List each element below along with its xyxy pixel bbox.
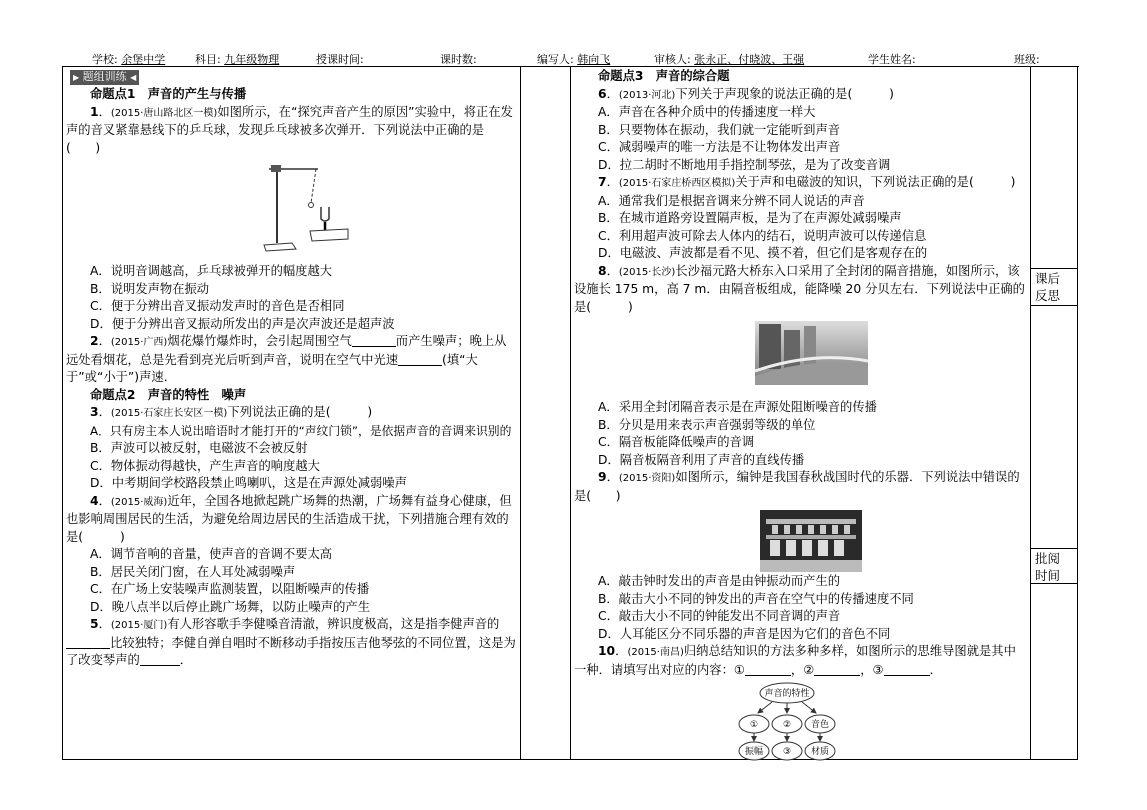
school-value: 余堡中学 [121,53,166,66]
answer-blank[interactable] [66,635,110,649]
chime-bells-photo [574,505,1026,573]
sound-barrier-photo [574,316,1026,399]
option: A．声音在各种介质中的传播速度一样大 [598,105,816,119]
option: D．便于分辨出音叉振动所发出的声是次声波还是超声波 [90,316,395,331]
question-text: 比较独特；李健自弹自唱时不断移动手指按压吉他琴弦的不同位置，这是为了改变琴声的 [66,635,516,667]
answer-blank[interactable] [352,333,396,347]
class-label: 班级: [1014,53,1040,66]
node-3: ③ [782,747,792,757]
option: A．通常我们是根据音调来分辨不同人说话的声音 [598,193,865,208]
question-number: 8 [598,263,607,278]
school-label: 学校: [92,53,118,66]
option: C．在广场上安装噪声监测装置，以阻断噪声的传播 [90,582,370,596]
answer-blank[interactable] [814,662,860,676]
mind-map [574,679,1026,769]
reviewer-label: 审核人: [654,53,691,66]
question-number: 1 [90,104,99,119]
question-source: (2013·河北) [618,89,676,101]
option: A．采用全封闭隔音表示是在声源处阻断噪音的传播 [598,400,877,414]
answer-blank[interactable] [884,662,930,676]
question-text: 归纳总结知识的方法多种多样，如图所示的思维导图就是其中一种．请填写出对应的内容： [574,644,1016,677]
option: A．敲击钟时发出的声音是由钟振动而产生的 [598,574,841,588]
question-5: 5．(2015·厦门)有人形容歌手李健嗓音清澈，辨识度极高，这是指李健声音的比较独特；李健自弹自唱时不断移动手指按压吉他琴弦的不同位置，这是为了改变琴声的 ． [66,617,516,667]
review-time-label: 批阅时间 [1035,551,1061,583]
blank-marker: ① [733,662,745,677]
mind-map-diagram [574,679,1026,769]
option: C．敲击大小不同的钟能发出不同音调的声音 [598,609,841,623]
answer-blank[interactable] [140,652,180,666]
option: B．敲击大小不同的钟发出的声音在空气中的传播速度不同 [598,591,914,606]
option: A．调节音响的音量，使声音的音调不要太高 [90,547,333,561]
node-timbre: 音色 [810,720,830,730]
author-value: 韩向飞 [577,53,611,66]
question-source: (2015·长沙) [618,266,676,278]
option: C．减弱噪声的唯一方法是不让物体发出声音 [598,140,841,154]
right-column [574,68,1026,769]
node-2: ② [782,720,792,730]
node-material: 材质 [810,747,830,757]
reflection-label: 课后反思 [1035,271,1061,303]
row-divider [1030,548,1078,549]
question-number: 4 [90,493,99,508]
subject-value: 九年级物理 [224,53,280,66]
question-number: 6 [598,86,607,101]
question-8: 8．(2015·长沙)长沙福元路大桥东入口采用了全封闭的隔音措施，如图所示，该设施长 175 m，高 7 m．由隔音板组成，能降噪 20 分贝左右．下列说法中正确的是( ) [574,263,1025,314]
option: C．利用超声波可除去人体内的结石，说明声波可以传递信息 [598,228,927,243]
row-divider [1030,305,1078,306]
option: C．便于分辨出音叉振动发声时的音色是否相同 [90,299,345,313]
answer-blank[interactable] [745,662,791,676]
option: C．隔音板能降低噪声的音调 [598,435,755,449]
question-2: 2．(2015·广西)烟花爆竹爆炸时，会引起周围空气 而产生噪声；晚上从远处看烟花，总是先看到亮光后听到声音，说明在空气中光速 (填“大于”或“小于”)声速． [66,334,507,384]
blank-marker: ，② [790,662,815,677]
root-node-label: 声音的特性 [764,689,810,699]
triangle-right-icon: ▶ [73,73,80,82]
option: D．人耳能区分不同乐器的声音是因为它们的音色不同 [598,626,891,641]
question-text: (填“大于”或“小于”)声速． [66,352,478,384]
question-source: (2015·威海) [110,496,168,508]
option: D．电磁波、声波都是看不见、摸不着，但它们是客观存在的 [598,246,928,260]
option: D．中考期间学校路段禁止鸣喇叭，这是在声源处减弱噪声 [90,476,407,490]
triangle-left-icon: ◀ [130,73,137,82]
question-text: 长沙福元路大桥东入口采用了全封闭的隔音措施，如图所示，该设施长 175 m，高 7 m．由隔音板组成，能降噪 20 分贝左右．下列说法中正确的是( ) [574,263,1025,314]
question-text: 下列说法正确的是( ) [227,405,373,419]
periods-label: 课时数: [440,53,477,66]
answer-blank[interactable] [398,352,442,366]
question-source: (2015·石家庄长安区一模) [110,408,228,419]
option: B．分贝是用来表示声音强弱等级的单位 [598,417,816,432]
question-number: 3 [90,405,99,419]
question-source: (2015·唐山路北区一模) [110,107,218,119]
row-divider [1030,268,1078,269]
question-3: 3．(2015·石家庄长安区一模)下列说法正确的是( ) [90,405,373,419]
question-text: 关于声和电磁波的知识，下列说法正确的是( ) [735,175,1016,189]
group-training-badge [70,70,139,85]
option: B．只要物体在振动，我们就一定能听到声音 [598,122,841,137]
student-label: 学生姓名: [868,53,916,66]
question-number: 5 [90,617,99,631]
question-text: 烟花爆竹爆炸时，会引起周围空气 [167,334,352,348]
subject-label: 科目: [195,53,221,66]
question-7: 7．(2015·石家庄桥西区模拟)关于声和电磁波的知识，下列说法正确的是( ) [598,175,1016,189]
option: D．隔音板隔音利用了声音的直线传播 [598,452,805,467]
question-number: 2 [90,334,99,348]
topic-heading: 命题点2 声音的特性 噪声 [90,387,247,402]
left-column [66,68,517,670]
question-source: (2015·资阳) [618,473,676,484]
option: A．说明音调越高，乒乓球被弹开的幅度越大 [90,264,333,278]
option: B．说明发声物在振动 [90,281,210,296]
option: D．拉二胡时不断地用手指控制琴弦，是为了改变音调 [598,157,891,172]
blank-marker: ，③ [860,662,884,677]
question-source: (2015·厦门) [110,620,168,631]
column-divider [520,66,521,760]
question-text: ． [929,662,942,677]
question-6: 6．(2013·河北)下列关于声现象的说法正确的是( ) [598,86,894,101]
question-10: 10．(2015·南昌)归纳总结知识的方法多种多样，如图所示的思维导图就是其中一种．请填写出对应的内容：① ，② ，③ ． [574,644,1016,677]
option: B．声波可以被反射，电磁波不会被反射 [90,441,308,455]
question-9: 9．(2015·资阳)如图所示，编钟是我国春秋战国时代的乐器．下列说法中错误的是( ) [574,470,1020,503]
node-1: ① [749,720,759,730]
topic-heading: 命题点3 声音的综合题 [598,69,730,83]
option: A．只有房主本人说出暗语时才能打开的“声纹门锁”，是依据声音的音调来识别的 [90,423,512,438]
author-label: 编写人: [537,53,574,66]
option: B．在城市道路旁设置隔声板，是为了在声源处减弱噪声 [598,211,902,225]
tuning-fork-pendulum-illustration [66,157,517,263]
question-number: 9 [598,470,607,484]
question-text: 而产生噪声；晚上从远处看烟花，总是先看到亮光后听到声音，说明在空气中光速 [66,334,507,367]
question-source: (2015·南昌) [627,647,684,658]
bianzhong-image [574,505,1026,573]
question-4: 4．(2015·威海)近年，全国各地掀起跳广场舞的热潮，广场舞有益身心健康，但也影响周围居民的生活，为避免给周边居民的生活造成干扰，下列措施合理有效的是( ) [66,493,512,544]
question-text: 如图所示，编钟是我国春秋战国时代的乐器．下列说法中错误的是( ) [574,470,1020,503]
tuning-fork-figure [66,157,517,263]
question-1: 1．(2015·唐山路北区一模)如图所示，在“探究声音产生的原因”实验中，将正在发声的音叉紧靠悬线下的乒乓球，发现乒乓球被多次弹开．下列说法中正确的是( ) [66,104,513,155]
option: B．居民关闭门窗，在人耳处减弱噪声 [90,564,296,579]
question-text: ． [179,653,193,667]
question-number: 10 [598,644,616,658]
question-text: 如图所示，在“探究声音产生的原因”实验中，将正在发声的音叉紧靠悬线下的乒乓球，发现乒乓球被多次弹开．下列说法中正确的是( ) [66,104,513,155]
option: C．物体振动得越快，产生声音的响度越大 [90,458,320,473]
question-text: 下列关于声现象的说法正确的是( ) [675,86,894,101]
question-number: 7 [598,175,607,189]
sound-barrier-bridge-image [574,316,1026,399]
topic-heading: 命题点1 声音的产生与传播 [90,87,247,101]
question-source: (2015·广西) [110,337,168,348]
option: D．晚八点半以后停止跳广场舞，以防止噪声的产生 [90,599,371,614]
column-divider [570,66,571,760]
reviewer-value: 张永正、付晓波、王强 [694,53,805,66]
time-label: 授课时间: [316,53,364,66]
question-source: (2015·石家庄桥西区模拟) [618,178,736,189]
question-text: 有人形容歌手李健嗓音清澈，辨识度极高，这是指李健声音的 [167,617,500,631]
badge-label: 题组训练 [82,70,127,83]
column-divider [1030,66,1031,760]
question-text: 近年，全国各地掀起跳广场舞的热潮，广场舞有益身心健康，但也影响周围居民的生活，为避免给周边居民的生活造成干扰，下列措施合理有效的是( ) [66,493,512,544]
node-amplitude: 振幅 [744,747,764,757]
